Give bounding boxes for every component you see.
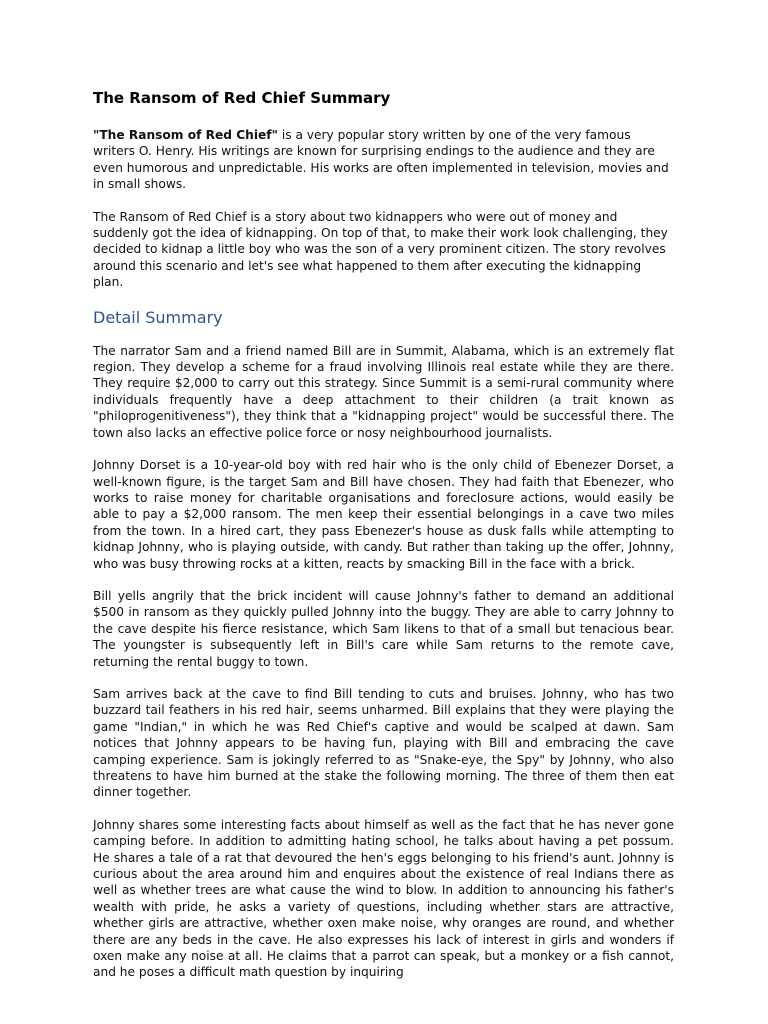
- detail-paragraph: Johnny shares some interesting facts about himself as well as the fact that he has never gone camping before. In addition to admitting hating school, he talks about having a pet possum. He shares a tale of a rat that devoured the hen's eggs belonging to his friend's aunt. Johnny is curious about the area around him and enquires about the existence of real Indians there as well as whether trees are what cause the wind to blow. In addition to announcing his father's wealth with pride, he asks a variety of questions, including whether stars are attractive, whether girls are attractive, whether oxen make noise, why oranges are round, and whether there are any beds in the cave. He also expresses his lack of interest in girls and wonders if oxen make any noise at all. He claims that a parrot can speak, but a monkey or a fish cannot, and he poses a difficult math question by inquiring: [93, 817, 674, 980]
- document-title: The Ransom of Red Chief Summary: [93, 89, 391, 107]
- intro-text: is a very popular story written by one of the very famous writers O. Henry. His writings are known for surprising endings to the audience and they are even humorous and unpredictable. His works are often implemented in television, movies and in small shows.: [93, 128, 669, 192]
- detail-paragraph: Johnny Dorset is a 10-year-old boy with red hair who is the only child of Ebenezer Dorset, a well-known figure, is the target Sam and Bill have chosen. They had faith that Ebenezer, who works to raise money for charitable organisations and foreclosure actions, would easily be able to pay a $2,000 ransom. The men keep their essential belongings in a cave two miles from the town. In a hired cart, they pass Ebenezer's house as dusk falls while attempting to kidnap Johnny, who is playing outside, with candy. But rather than taking up the offer, Johnny, who was busy throwing rocks at a kitten, reacts by smacking Bill in the face with a brick.: [93, 458, 674, 571]
- detail-paragraph: Sam arrives back at the cave to find Bill tending to cuts and bruises. Johnny, who has two buzzard tail feathers in his red hair, seems unharmed. Bill explains that they were playing the game "Indian," in which he was Red Chief's captive and would be scalped at dawn. Sam notices that Johnny appears to be having fun, playing with Bill and embracing the cave camping experience. Sam is jokingly referred to as "Snake-eye, the Spy" by Johnny, who also threatens to have him burned at the stake the following morning. The three of them then eat dinner together.: [93, 686, 674, 800]
- overview-paragraph: The Ransom of Red Chief is a story about two kidnappers who were out of money and suddenly got the idea of kidnapping. On top of that, to make their work look challenging, they decided to kidnap a little boy who was the son of a very prominent citizen. The story revolves around this scenario and let's see what happened to them after executing the kidnapping plan.: [93, 209, 668, 290]
- section-heading-detail-summary: Detail Summary: [93, 307, 223, 327]
- detail-paragraph: Bill yells angrily that the brick incident will cause Johnny's father to demand an additional $500 in ransom as they quickly pulled Johnny into the buggy. They are able to carry Johnny to the cave despite his fierce resistance, which Sam likens to that of a small but tenacious bear. The youngster is subsequently left in Bill's care while Sam returns to the remote cave, returning the rental buggy to town.: [93, 588, 674, 669]
- story-title-bold: "The Ransom of Red Chief": [93, 128, 278, 142]
- detail-paragraph: The narrator Sam and a friend named Bill are in Summit, Alabama, which is an extremely flat region. They develop a scheme for a fraud involving Illinois real estate while they are there. They require $2,000 to carry out this strategy. Since Summit is a semi-rural community where individuals frequently have a deep attachment to their children (a trait known as "philoprogenitiveness"), they think that a "kidnapping project" would be successful there. The town also lacks an effective police force or nosy neighbourhood journalists.: [93, 343, 674, 440]
- document-page: [93, 87, 674, 997]
- intro-paragraph: [93, 127, 674, 193]
